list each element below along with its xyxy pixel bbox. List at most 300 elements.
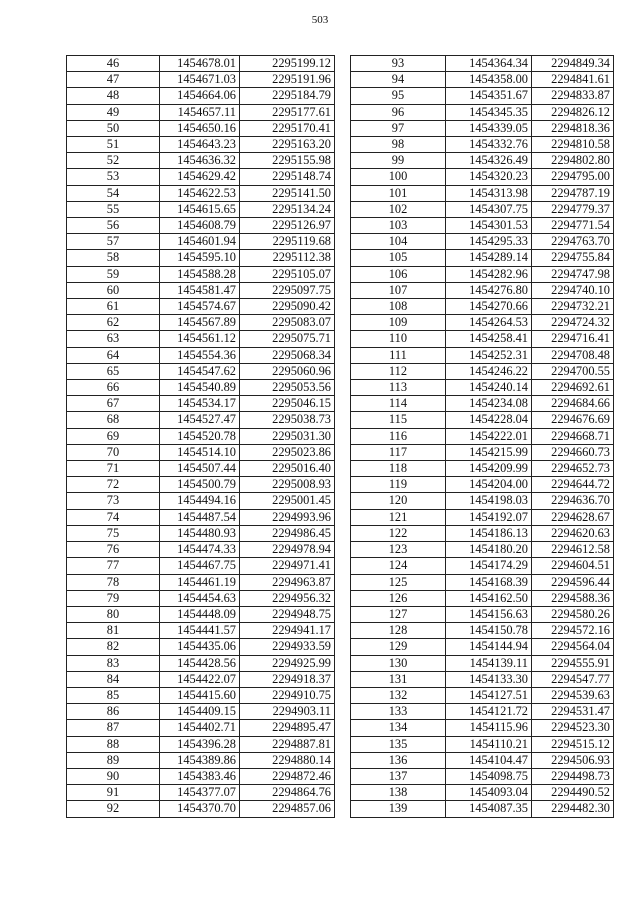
y-coordinate-cell: 2294802.80 (532, 153, 614, 169)
table-row (67, 104, 335, 120)
x-coordinate-cell: 1454500.79 (160, 477, 240, 493)
table-row (351, 736, 614, 752)
y-coordinate-cell: 2294895.47 (240, 720, 335, 736)
y-coordinate-cell: 2294978.94 (240, 542, 335, 558)
y-coordinate-cell: 2294523.30 (532, 720, 614, 736)
y-coordinate-cell: 2295001.45 (240, 493, 335, 509)
table-row (351, 525, 614, 541)
x-coordinate-cell: 1454240.14 (446, 380, 532, 396)
x-coordinate-cell: 1454192.07 (446, 509, 532, 525)
x-coordinate-cell: 1454494.16 (160, 493, 240, 509)
x-coordinate-cell: 1454358.00 (446, 72, 532, 88)
point-number-cell: 106 (351, 266, 446, 282)
table-row (351, 444, 614, 460)
x-coordinate-cell: 1454615.65 (160, 201, 240, 217)
point-number-cell: 81 (67, 623, 160, 639)
y-coordinate-cell: 2295112.38 (240, 250, 335, 266)
x-coordinate-cell: 1454622.53 (160, 185, 240, 201)
table-row (67, 639, 335, 655)
point-number-cell: 127 (351, 606, 446, 622)
x-coordinate-cell: 1454087.35 (446, 801, 532, 817)
point-number-cell: 131 (351, 671, 446, 687)
table-row (351, 412, 614, 428)
y-coordinate-cell: 2294771.54 (532, 218, 614, 234)
point-number-cell: 54 (67, 185, 160, 201)
table-row (67, 282, 335, 298)
point-number-cell: 116 (351, 428, 446, 444)
x-coordinate-cell: 1454282.96 (446, 266, 532, 282)
x-coordinate-cell: 1454383.46 (160, 768, 240, 784)
point-number-cell: 107 (351, 282, 446, 298)
x-coordinate-cell: 1454301.53 (446, 218, 532, 234)
y-coordinate-cell: 2294588.36 (532, 590, 614, 606)
table-row (351, 639, 614, 655)
x-coordinate-cell: 1454428.56 (160, 655, 240, 671)
x-coordinate-cell: 1454276.80 (446, 282, 532, 298)
point-number-cell: 120 (351, 493, 446, 509)
point-number-cell: 49 (67, 104, 160, 120)
x-coordinate-cell: 1454588.28 (160, 266, 240, 282)
table-row (67, 509, 335, 525)
page-number: 503 (311, 14, 329, 26)
y-coordinate-cell: 2294818.36 (532, 120, 614, 136)
y-coordinate-cell: 2294482.30 (532, 801, 614, 817)
x-coordinate-cell: 1454093.04 (446, 785, 532, 801)
x-coordinate-cell: 1454396.28 (160, 736, 240, 752)
table-row (351, 88, 614, 104)
point-number-cell: 66 (67, 380, 160, 396)
point-number-cell: 84 (67, 671, 160, 687)
table-row (67, 428, 335, 444)
y-coordinate-cell: 2294948.75 (240, 606, 335, 622)
table-row (67, 704, 335, 720)
table-row (351, 606, 614, 622)
table-row (351, 299, 614, 315)
x-coordinate-cell: 1454246.22 (446, 363, 532, 379)
y-coordinate-cell: 2295105.07 (240, 266, 335, 282)
table-row (67, 380, 335, 396)
x-coordinate-cell: 1454581.47 (160, 282, 240, 298)
table-row (351, 590, 614, 606)
y-coordinate-cell: 2295046.15 (240, 396, 335, 412)
table-row (351, 704, 614, 720)
table-row (351, 72, 614, 88)
x-coordinate-cell: 1454174.29 (446, 558, 532, 574)
y-coordinate-cell: 2295126.97 (240, 218, 335, 234)
point-number-cell: 88 (67, 736, 160, 752)
y-coordinate-cell: 2294779.37 (532, 201, 614, 217)
x-coordinate-cell: 1454215.99 (446, 444, 532, 460)
point-number-cell: 119 (351, 477, 446, 493)
point-number-cell: 53 (67, 169, 160, 185)
x-coordinate-cell: 1454295.33 (446, 234, 532, 250)
table-row (351, 201, 614, 217)
point-number-cell: 48 (67, 88, 160, 104)
x-coordinate-cell: 1454139.11 (446, 655, 532, 671)
x-coordinate-cell: 1454678.01 (160, 56, 240, 72)
y-coordinate-cell: 2294676.69 (532, 412, 614, 428)
y-coordinate-cell: 2294716.41 (532, 331, 614, 347)
point-number-cell: 85 (67, 687, 160, 703)
table-row (67, 574, 335, 590)
point-number-cell: 91 (67, 785, 160, 801)
x-coordinate-cell: 1454554.36 (160, 347, 240, 363)
table-row (351, 120, 614, 136)
y-coordinate-cell: 2295023.86 (240, 444, 335, 460)
x-coordinate-cell: 1454514.10 (160, 444, 240, 460)
table-row (67, 169, 335, 185)
y-coordinate-cell: 2294644.72 (532, 477, 614, 493)
x-coordinate-cell: 1454629.42 (160, 169, 240, 185)
table-row (351, 137, 614, 153)
table-row (351, 331, 614, 347)
y-coordinate-cell: 2295177.61 (240, 104, 335, 120)
y-coordinate-cell: 2294933.59 (240, 639, 335, 655)
point-number-cell: 72 (67, 477, 160, 493)
y-coordinate-cell: 2295060.96 (240, 363, 335, 379)
point-number-cell: 128 (351, 623, 446, 639)
table-row (67, 396, 335, 412)
x-coordinate-cell: 1454307.75 (446, 201, 532, 217)
table-row (351, 542, 614, 558)
x-coordinate-cell: 1454534.17 (160, 396, 240, 412)
point-number-cell: 55 (67, 201, 160, 217)
table-row (351, 282, 614, 298)
table-row (67, 801, 335, 817)
y-coordinate-cell: 2294612.58 (532, 542, 614, 558)
point-number-cell: 130 (351, 655, 446, 671)
y-coordinate-cell: 2294732.21 (532, 299, 614, 315)
point-number-cell: 82 (67, 639, 160, 655)
point-number-cell: 129 (351, 639, 446, 655)
table-row (67, 185, 335, 201)
y-coordinate-cell: 2294539.63 (532, 687, 614, 703)
y-coordinate-cell: 2294787.19 (532, 185, 614, 201)
y-coordinate-cell: 2295191.96 (240, 72, 335, 88)
point-number-cell: 102 (351, 201, 446, 217)
table-row (351, 558, 614, 574)
point-number-cell: 79 (67, 590, 160, 606)
point-number-cell: 92 (67, 801, 160, 817)
y-coordinate-cell: 2295008.93 (240, 477, 335, 493)
table-row (351, 347, 614, 363)
y-coordinate-cell: 2294660.73 (532, 444, 614, 460)
point-number-cell: 115 (351, 412, 446, 428)
x-coordinate-cell: 1454664.06 (160, 88, 240, 104)
point-number-cell: 69 (67, 428, 160, 444)
x-coordinate-cell: 1454448.09 (160, 606, 240, 622)
x-coordinate-cell: 1454209.99 (446, 461, 532, 477)
point-number-cell: 50 (67, 120, 160, 136)
x-coordinate-cell: 1454650.16 (160, 120, 240, 136)
x-coordinate-cell: 1454547.62 (160, 363, 240, 379)
point-number-cell: 135 (351, 736, 446, 752)
x-coordinate-cell: 1454234.08 (446, 396, 532, 412)
table-row (67, 493, 335, 509)
table-row (67, 137, 335, 153)
point-number-cell: 103 (351, 218, 446, 234)
x-coordinate-cell: 1454454.63 (160, 590, 240, 606)
table-row (351, 801, 614, 817)
x-coordinate-cell: 1454409.15 (160, 704, 240, 720)
y-coordinate-cell: 2294925.99 (240, 655, 335, 671)
y-coordinate-cell: 2294668.71 (532, 428, 614, 444)
y-coordinate-cell: 2294763.70 (532, 234, 614, 250)
point-number-cell: 98 (351, 137, 446, 153)
table-row (351, 623, 614, 639)
point-number-cell: 73 (67, 493, 160, 509)
x-coordinate-cell: 1454595.10 (160, 250, 240, 266)
point-number-cell: 89 (67, 752, 160, 768)
point-number-cell: 126 (351, 590, 446, 606)
table-row (67, 752, 335, 768)
y-coordinate-cell: 2295097.75 (240, 282, 335, 298)
point-number-cell: 112 (351, 363, 446, 379)
table-row (351, 493, 614, 509)
x-coordinate-cell: 1454527.47 (160, 412, 240, 428)
table-row (67, 218, 335, 234)
y-coordinate-cell: 2294490.52 (532, 785, 614, 801)
x-coordinate-cell: 1454415.60 (160, 687, 240, 703)
y-coordinate-cell: 2294849.34 (532, 56, 614, 72)
y-coordinate-cell: 2295163.20 (240, 137, 335, 153)
table-row (351, 655, 614, 671)
point-number-cell: 59 (67, 266, 160, 282)
point-number-cell: 58 (67, 250, 160, 266)
y-coordinate-cell: 2295083.07 (240, 315, 335, 331)
table-row (67, 56, 335, 72)
point-number-cell: 118 (351, 461, 446, 477)
x-coordinate-cell: 1454636.32 (160, 153, 240, 169)
y-coordinate-cell: 2294810.58 (532, 137, 614, 153)
x-coordinate-cell: 1454339.05 (446, 120, 532, 136)
y-coordinate-cell: 2295134.24 (240, 201, 335, 217)
point-number-cell: 134 (351, 720, 446, 736)
table-row (67, 671, 335, 687)
point-number-cell: 99 (351, 153, 446, 169)
y-coordinate-cell: 2295053.56 (240, 380, 335, 396)
table-row (67, 720, 335, 736)
y-coordinate-cell: 2294740.10 (532, 282, 614, 298)
y-coordinate-cell: 2294910.75 (240, 687, 335, 703)
point-number-cell: 87 (67, 720, 160, 736)
x-coordinate-cell: 1454540.89 (160, 380, 240, 396)
x-coordinate-cell: 1454370.70 (160, 801, 240, 817)
table-row (67, 120, 335, 136)
table-row (351, 56, 614, 72)
point-number-cell: 133 (351, 704, 446, 720)
x-coordinate-cell: 1454441.57 (160, 623, 240, 639)
x-coordinate-cell: 1454326.49 (446, 153, 532, 169)
y-coordinate-cell: 2294596.44 (532, 574, 614, 590)
table-row (67, 201, 335, 217)
x-coordinate-cell: 1454601.94 (160, 234, 240, 250)
point-number-cell: 46 (67, 56, 160, 72)
y-coordinate-cell: 2294872.46 (240, 768, 335, 784)
y-coordinate-cell: 2294918.37 (240, 671, 335, 687)
y-coordinate-cell: 2294826.12 (532, 104, 614, 120)
y-coordinate-cell: 2294903.11 (240, 704, 335, 720)
table-row (67, 477, 335, 493)
coordinates-table-right-body (351, 56, 614, 818)
y-coordinate-cell: 2294864.76 (240, 785, 335, 801)
table-row (67, 331, 335, 347)
x-coordinate-cell: 1454186.13 (446, 525, 532, 541)
point-number-cell: 76 (67, 542, 160, 558)
y-coordinate-cell: 2294986.45 (240, 525, 335, 541)
y-coordinate-cell: 2295148.74 (240, 169, 335, 185)
x-coordinate-cell: 1454228.04 (446, 412, 532, 428)
x-coordinate-cell: 1454156.63 (446, 606, 532, 622)
x-coordinate-cell: 1454222.01 (446, 428, 532, 444)
x-coordinate-cell: 1454162.50 (446, 590, 532, 606)
y-coordinate-cell: 2294692.61 (532, 380, 614, 396)
point-number-cell: 90 (67, 768, 160, 784)
point-number-cell: 71 (67, 461, 160, 477)
x-coordinate-cell: 1454198.03 (446, 493, 532, 509)
x-coordinate-cell: 1454467.75 (160, 558, 240, 574)
point-number-cell: 80 (67, 606, 160, 622)
table-row (67, 299, 335, 315)
coordinates-table-left-body (67, 56, 335, 818)
y-coordinate-cell: 2295075.71 (240, 331, 335, 347)
y-coordinate-cell: 2294795.00 (532, 169, 614, 185)
y-coordinate-cell: 2294747.98 (532, 266, 614, 282)
y-coordinate-cell: 2294684.66 (532, 396, 614, 412)
x-coordinate-cell: 1454487.54 (160, 509, 240, 525)
y-coordinate-cell: 2294833.87 (532, 88, 614, 104)
x-coordinate-cell: 1454520.78 (160, 428, 240, 444)
x-coordinate-cell: 1454313.98 (446, 185, 532, 201)
point-number-cell: 94 (351, 72, 446, 88)
x-coordinate-cell: 1454320.23 (446, 169, 532, 185)
table-row (351, 574, 614, 590)
table-row (67, 590, 335, 606)
table-row (67, 525, 335, 541)
y-coordinate-cell: 2294880.14 (240, 752, 335, 768)
x-coordinate-cell: 1454474.33 (160, 542, 240, 558)
point-number-cell: 109 (351, 315, 446, 331)
table-row (351, 477, 614, 493)
y-coordinate-cell: 2294628.67 (532, 509, 614, 525)
point-number-cell: 117 (351, 444, 446, 460)
x-coordinate-cell: 1454264.53 (446, 315, 532, 331)
x-coordinate-cell: 1454180.20 (446, 542, 532, 558)
table-row (67, 412, 335, 428)
y-coordinate-cell: 2294498.73 (532, 768, 614, 784)
x-coordinate-cell: 1454270.66 (446, 299, 532, 315)
x-coordinate-cell: 1454574.67 (160, 299, 240, 315)
point-number-cell: 78 (67, 574, 160, 590)
x-coordinate-cell: 1454098.75 (446, 768, 532, 784)
x-coordinate-cell: 1454332.76 (446, 137, 532, 153)
y-coordinate-cell: 2294963.87 (240, 574, 335, 590)
x-coordinate-cell: 1454115.96 (446, 720, 532, 736)
point-number-cell: 114 (351, 396, 446, 412)
y-coordinate-cell: 2295184.79 (240, 88, 335, 104)
y-coordinate-cell: 2294700.55 (532, 363, 614, 379)
x-coordinate-cell: 1454389.86 (160, 752, 240, 768)
point-number-cell: 125 (351, 574, 446, 590)
y-coordinate-cell: 2294636.70 (532, 493, 614, 509)
point-number-cell: 51 (67, 137, 160, 153)
y-coordinate-cell: 2294572.16 (532, 623, 614, 639)
point-number-cell: 74 (67, 509, 160, 525)
x-coordinate-cell: 1454110.21 (446, 736, 532, 752)
y-coordinate-cell: 2294941.17 (240, 623, 335, 639)
point-number-cell: 62 (67, 315, 160, 331)
coordinates-table-left (66, 55, 335, 818)
y-coordinate-cell: 2294971.41 (240, 558, 335, 574)
y-coordinate-cell: 2295090.42 (240, 299, 335, 315)
table-row (67, 606, 335, 622)
y-coordinate-cell: 2295119.68 (240, 234, 335, 250)
table-row (67, 736, 335, 752)
point-number-cell: 56 (67, 218, 160, 234)
point-number-cell: 111 (351, 347, 446, 363)
point-number-cell: 67 (67, 396, 160, 412)
y-coordinate-cell: 2295031.30 (240, 428, 335, 444)
point-number-cell: 83 (67, 655, 160, 671)
table-row (67, 461, 335, 477)
y-coordinate-cell: 2295199.12 (240, 56, 335, 72)
x-coordinate-cell: 1454252.31 (446, 347, 532, 363)
x-coordinate-cell: 1454127.51 (446, 687, 532, 703)
point-number-cell: 77 (67, 558, 160, 574)
table-row (351, 234, 614, 250)
y-coordinate-cell: 2295170.41 (240, 120, 335, 136)
x-coordinate-cell: 1454561.12 (160, 331, 240, 347)
x-coordinate-cell: 1454104.47 (446, 752, 532, 768)
table-row (351, 104, 614, 120)
x-coordinate-cell: 1454168.39 (446, 574, 532, 590)
table-row (351, 509, 614, 525)
y-coordinate-cell: 2294580.26 (532, 606, 614, 622)
point-number-cell: 121 (351, 509, 446, 525)
point-number-cell: 101 (351, 185, 446, 201)
table-row (351, 396, 614, 412)
table-row (67, 558, 335, 574)
x-coordinate-cell: 1454377.07 (160, 785, 240, 801)
point-number-cell: 47 (67, 72, 160, 88)
table-row (67, 153, 335, 169)
x-coordinate-cell: 1454121.72 (446, 704, 532, 720)
y-coordinate-cell: 2295141.50 (240, 185, 335, 201)
table-row (351, 153, 614, 169)
y-coordinate-cell: 2294604.51 (532, 558, 614, 574)
point-number-cell: 95 (351, 88, 446, 104)
x-coordinate-cell: 1454133.30 (446, 671, 532, 687)
table-row (67, 347, 335, 363)
point-number-cell: 57 (67, 234, 160, 250)
x-coordinate-cell: 1454351.67 (446, 88, 532, 104)
x-coordinate-cell: 1454567.89 (160, 315, 240, 331)
point-number-cell: 132 (351, 687, 446, 703)
table-row (67, 623, 335, 639)
point-number-cell: 123 (351, 542, 446, 558)
x-coordinate-cell: 1454480.93 (160, 525, 240, 541)
point-number-cell: 97 (351, 120, 446, 136)
x-coordinate-cell: 1454422.07 (160, 671, 240, 687)
y-coordinate-cell: 2294956.32 (240, 590, 335, 606)
y-coordinate-cell: 2295016.40 (240, 461, 335, 477)
point-number-cell: 124 (351, 558, 446, 574)
table-row (351, 785, 614, 801)
y-coordinate-cell: 2294515.12 (532, 736, 614, 752)
table-row (67, 542, 335, 558)
table-row (351, 720, 614, 736)
point-number-cell: 63 (67, 331, 160, 347)
